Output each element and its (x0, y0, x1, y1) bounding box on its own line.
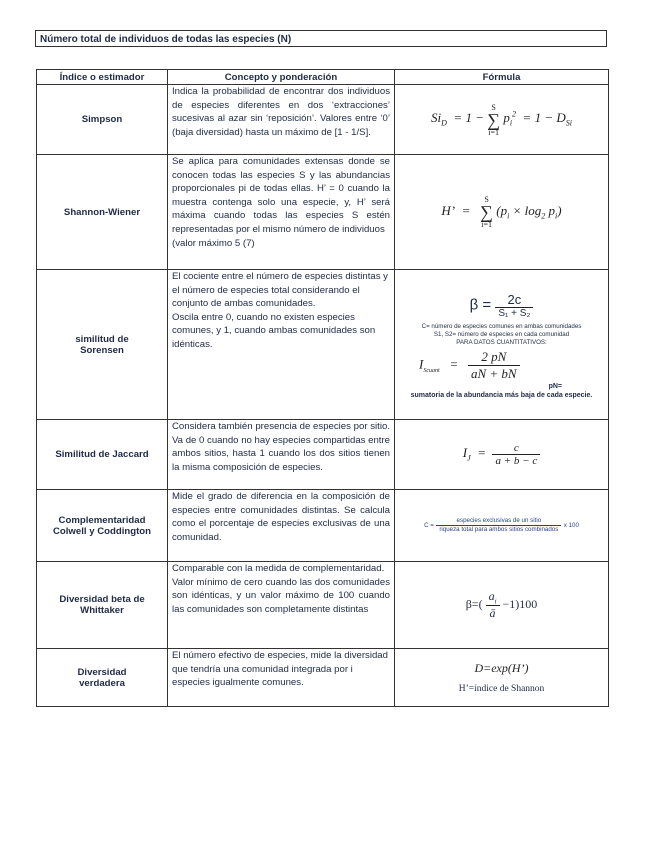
description-text: Comparable con la medida de complementaridad. (172, 563, 385, 574)
table-header-row (37, 70, 609, 85)
indices-table (36, 69, 609, 707)
formula-text: H’ = S ∑ i=1 $(p_i \times \log_2 p_i)$ (441, 195, 562, 229)
jaccard-formula (395, 420, 609, 490)
row-description (168, 85, 395, 155)
formula-text: $Si_D = 1$ − S ∑ i=1 $p_i^2 = 1 - D_{Si}$ (431, 102, 572, 137)
sorensen-formula: β = $\frac{2c}{\text{S₁ + S₂}}$ C= número de especies comunes en ambas comunidades S1, S2= número de especies en cada comunidad PARA DATOS CUANTITATIVOS: $I_{Scuant}$ = $\frac{2 pN}{aN + bN}$ pN= sumatoria de la abundancia más baja de cada especie. (395, 270, 609, 420)
description-text: (valor máximo 5 (7) (172, 237, 255, 249)
page-title: Número total de individuos de todas las especies (N) (35, 30, 607, 47)
row-name: similitud de Sorensen (37, 270, 168, 420)
table-row (37, 85, 609, 155)
simpson-formula (395, 85, 609, 155)
row-name: Similitud de Jaccard (37, 420, 168, 490)
row-description (168, 490, 395, 562)
table-row (37, 420, 609, 490)
description-text: Valor mínimo de cero cuando las dos comunidades son idénticas, y un valor máximo de 100 cuando las comunidades son completamente distintas (172, 576, 390, 615)
table-row (37, 155, 609, 270)
complementaridad-formula: C = $\frac{\text{especies exclusivas de un sitio}}{\text{riqueza total para ambos sitios combinados}}$ x 100 (395, 490, 609, 562)
description-text: Oscila entre 0, cuando no existen especies comunes, y 1, cuando ambas comunidades son idénticas. (172, 311, 376, 350)
row-description (168, 270, 395, 420)
diversidad-formula: D=exp(H’) H’=índice de Shannon (395, 649, 609, 707)
row-description (168, 420, 395, 490)
header-indice: Índice o estimador (37, 70, 168, 85)
table-row (37, 562, 609, 649)
header-formula: Fórmula (395, 70, 609, 85)
whittaker-formula (395, 562, 609, 649)
description-text: Mide el grado de diferencia en la composición de especies entre comunidades distintas. Se calcula como el porcentaje de especies exclusivas de una comunidad. (172, 491, 390, 543)
table-row (37, 270, 609, 420)
description-text: Indica la probabilidad de encontrar dos individuos de especies diferentes en dos ‘extracciones’ sucesivas al azar sin ‘reposición’. Valores entre ‘0’ (baja diversidad) hasta un máximo de [1 - 1/S]. (172, 86, 390, 138)
row-name: Diversidad verdadera (37, 649, 168, 707)
row-name: Simpson (37, 85, 168, 155)
description-text: El cociente entre el número de especies distintas y el número de especies total considerando el conjunto de ambas comunidades. (172, 271, 388, 310)
row-name: Complementaridad Colwell y Coddington (37, 490, 168, 562)
description-text: Se aplica para comunidades extensas donde se conocen todas las especies S y las abundancias proporcionales pi de todas ellas. H’ = 0 cuando la muestra contenga solo una especie, y, H’ será máxima cuando todas las especies S estén representadas por el mismo número de individuos (172, 156, 390, 235)
row-name: Shannon-Wiener (37, 155, 168, 270)
formula-text: $I_J$ = $\frac{c}{a + b - c}$ (463, 445, 540, 460)
row-description (168, 155, 395, 270)
header-concepto: Concepto y ponderación (168, 70, 395, 85)
row-description (168, 562, 395, 649)
row-description (168, 649, 395, 707)
table-row (37, 649, 609, 707)
shannon-formula (395, 155, 609, 270)
formula-text: β=( $\frac{a_i}{ā}$ −1)100 (465, 588, 538, 621)
description-text: El número efectivo de especies, mide la diversidad que tendría una comunidad integrada por i especies igualmente comunes. (172, 650, 388, 689)
row-name: Diversidad beta de Whittaker (37, 562, 168, 649)
description-text: Considera también presencia de especies por sitio. Va de 0 cuando no hay especies compartidas entre ambos sitios, hasta 1 cuando los dos sitios tienen la misma composición de especies. (172, 421, 390, 473)
table-row (37, 490, 609, 562)
